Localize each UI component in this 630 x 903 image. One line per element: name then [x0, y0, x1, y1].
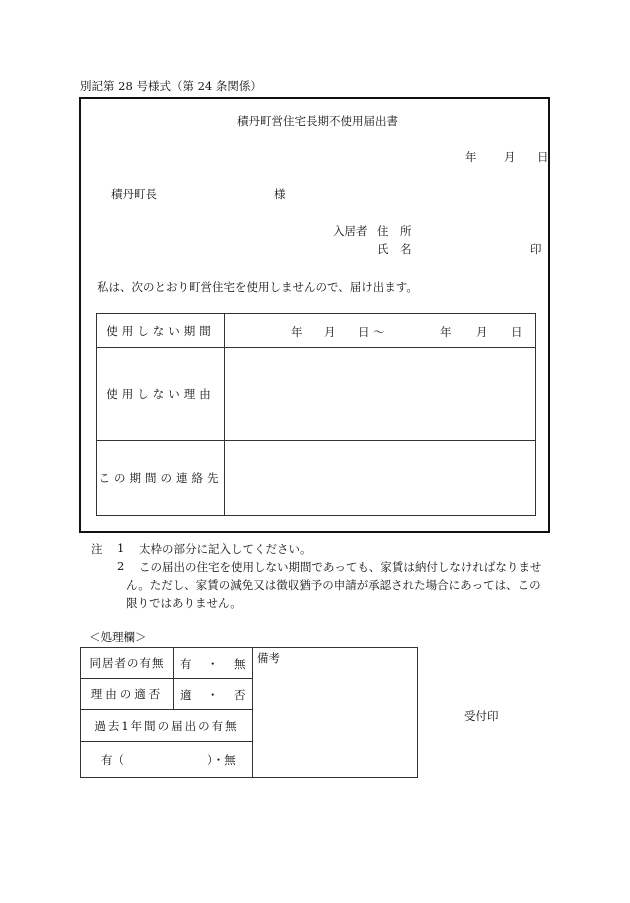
history-choice[interactable]	[81, 742, 253, 778]
honorific: 様	[274, 187, 286, 201]
period-tilde: 〜	[373, 325, 385, 339]
cohabitant-no: 無	[234, 657, 246, 671]
reason-dot: ・	[207, 688, 219, 702]
period-month: 月	[324, 325, 336, 339]
period-label: 使用しない期間	[97, 314, 225, 348]
cohabitant-dot: ・	[207, 657, 219, 671]
period-month-end: 月	[476, 325, 488, 339]
address-label: 住 所	[377, 224, 412, 238]
note-1-number: 1	[117, 541, 125, 555]
notes-head: 注	[91, 542, 103, 556]
history-label: 過去1年間の届出の有無	[81, 710, 253, 742]
note-2-line-1: この届出の住宅を使用しない期間であっても、家賃は納付しなければなりませ	[139, 560, 542, 574]
processing-heading: ＜処理欄＞	[89, 630, 147, 644]
name-label: 氏 名	[377, 242, 412, 256]
contact-field[interactable]	[225, 441, 536, 516]
cohabitant-yes: 有	[180, 657, 192, 671]
statement: 私は、次のとおり町営住宅を使用しませんので、届け出ます。	[97, 280, 418, 294]
reason-label: 使用しない理由	[97, 348, 225, 441]
receipt-stamp-label: 受付印	[464, 709, 499, 723]
remarks-label: 備考	[257, 651, 280, 665]
seal-mark: 印	[530, 242, 542, 256]
addressee: 積丹町長	[111, 187, 157, 201]
date-year: 年	[465, 150, 477, 164]
form-title: 積丹町営住宅長期不使用届出書	[237, 114, 398, 128]
history-no: ）・無	[207, 753, 236, 767]
period-year: 年	[291, 325, 303, 339]
cohabitant-choice[interactable]	[174, 648, 253, 679]
reason-check-choice[interactable]	[174, 679, 253, 710]
period-day-end: 日	[511, 325, 523, 339]
reason-field[interactable]	[225, 348, 536, 441]
date-day: 日	[537, 150, 549, 164]
date-month: 月	[504, 150, 516, 164]
contact-label: この期間の連絡先	[97, 441, 225, 516]
cohabitant-label: 同居者の有無	[81, 648, 174, 679]
remarks-cell[interactable]	[253, 648, 418, 778]
reason-ng: 否	[234, 688, 246, 702]
period-year-end: 年	[440, 325, 452, 339]
processing-table	[80, 647, 418, 778]
note-2-line-2: ん。ただし、家賃の減免又は徴収猶予の申請が承認された場合にあっては、この	[126, 578, 541, 592]
form-reference: 別記第 28 号様式（第 24 条関係）	[80, 79, 262, 93]
reason-check-label: 理由の適否	[81, 679, 174, 710]
note-1-text: 太枠の部分に記入してください。	[139, 542, 312, 556]
period-day: 日	[358, 325, 370, 339]
period-value[interactable]	[225, 314, 536, 348]
history-yes: 有（	[101, 753, 124, 767]
reason-ok: 適	[180, 688, 192, 702]
applicant-label: 入居者	[333, 224, 368, 238]
note-2-line-3: 限りではありません。	[126, 596, 242, 610]
detail-table	[96, 313, 536, 516]
note-2-number: 2	[117, 559, 125, 573]
